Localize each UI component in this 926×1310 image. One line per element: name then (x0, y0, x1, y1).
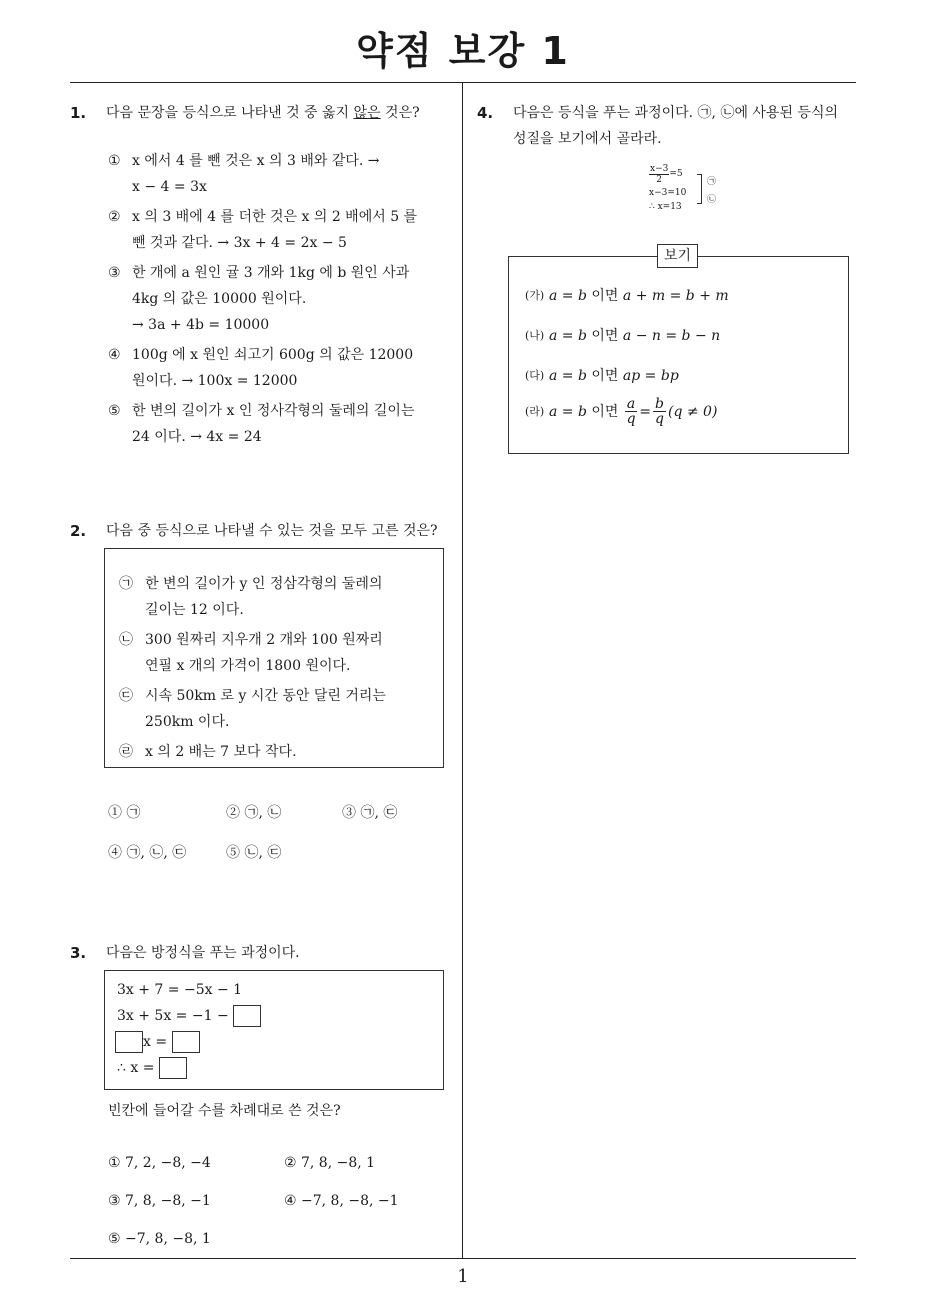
choice-2[interactable]: ② x 의 3 배에 4 를 더한 것은 x 의 2 배에서 5 를 뺀 것과 같다. → 3x + 4 = 2x − 5 (108, 209, 418, 251)
question-4 (477, 100, 859, 152)
option-2[interactable]: ② ㉠, ㉡ (226, 805, 282, 821)
question-2 (70, 518, 450, 544)
blank-4 (159, 1057, 187, 1079)
equation-line-2: 3x + 5x = −1 − (117, 1003, 261, 1029)
option-3[interactable]: ③ ㉠, ㉢ (342, 805, 398, 821)
question-number: 2. (70, 522, 87, 540)
fraction-b-over-q: $\frac{b}{q}$ (655, 396, 664, 427)
top-rule (70, 82, 856, 83)
bogi-item-1[interactable]: (가) a = b 이면 a + m = b + m (525, 288, 729, 304)
q3-question: 빈칸에 들어갈 수를 차례대로 쓴 것은? (108, 1103, 341, 1119)
question-text: 다음은 등식을 푸는 과정이다. ㉠, ㉡에 사용된 등식의 성질을 보기에서 골라라. (513, 105, 839, 147)
step-bracket (697, 174, 702, 204)
equation-line-4: ∴ x = (117, 1055, 187, 1081)
choice-5[interactable]: ⑤ 한 변의 길이가 x 인 정사각형의 둘레의 길이는 24 이다. → 4x = 24 (108, 403, 415, 445)
question-number: 1. (70, 104, 87, 122)
option-5[interactable]: ⑤ ㉡, ㉢ (226, 845, 282, 861)
option-5[interactable]: ⑤ −7, 8, −8, 1 (108, 1231, 211, 1247)
bogi-item-2[interactable]: (나) a = b 이면 a − n = b − n (525, 328, 721, 344)
option-2[interactable]: ② 7, 8, −8, 1 (284, 1155, 376, 1171)
statement-4: ㉣ x 의 2 배는 7 보다 작다. (119, 744, 297, 760)
statement-2: ㉡ 300 원짜리 지우개 2 개와 100 원짜리 연필 x 개의 가격이 1800 원이다. (119, 632, 383, 674)
option-3[interactable]: ③ 7, 8, −8, −1 (108, 1193, 211, 1209)
blank-3 (172, 1031, 200, 1053)
step-mark-2: ㉡ (707, 195, 717, 205)
step-mark-1: ㉠ (707, 177, 717, 187)
option-4[interactable]: ④ −7, 8, −8, −1 (284, 1193, 399, 1209)
step-1: $\frac{x-3}{2}$ =5 (650, 164, 683, 185)
underlined-word: 않은 (353, 105, 381, 121)
equation-line-1: 3x + 7 = −5x − 1 (117, 982, 243, 998)
bogi-item-3[interactable]: (다) a = b 이면 ap = bp (525, 368, 679, 384)
choice-4[interactable]: ④ 100g 에 x 원인 쇠고기 600g 의 값은 12000 원이다. → 100x = 12000 (108, 347, 414, 389)
solution-steps (645, 164, 735, 214)
question-3 (70, 940, 450, 966)
question-number: 3. (70, 944, 87, 962)
bottom-rule (70, 1258, 856, 1259)
column-divider (462, 83, 463, 1258)
q3-equation-box (104, 970, 444, 1090)
statement-1: ㉠ 한 변의 길이가 y 인 정삼각형의 둘레의 길이는 12 이다. (119, 576, 383, 618)
choice-3[interactable]: ③ 한 개에 a 원인 귤 3 개와 1kg 에 b 원인 사과 4kg 의 값은 10000 원이다. → 3a + 4b = 10000 (108, 265, 410, 333)
equation-line-3: x = (115, 1029, 200, 1055)
question-text: 다음 중 등식으로 나타낼 수 있는 것을 모두 고른 것은? (106, 523, 438, 539)
bogi-item-4[interactable]: (라) a = b 이면 $\frac{a}{q}$ = $\frac{b}{q}$ (q ≠ 0) (525, 396, 718, 427)
question-number: 4. (477, 104, 494, 122)
page-number: 1 (457, 1266, 469, 1287)
question-text: 다음 문장을 등식으로 나타낸 것 중 옳지 않은 것은? (106, 105, 420, 121)
bogi-label: 보기 (657, 244, 698, 268)
blank-2 (115, 1031, 143, 1053)
choice-1[interactable]: ① x 에서 4 를 뺀 것은 x 의 3 배와 같다. → x − 4 = 3x (108, 153, 380, 195)
step-2: x−3=10 (649, 188, 687, 198)
bogi-box (508, 256, 849, 454)
blank-1 (233, 1005, 261, 1027)
step-3: ∴ x=13 (649, 202, 682, 212)
option-4[interactable]: ④ ㉠, ㉡, ㉢ (108, 845, 187, 861)
option-1[interactable]: ① ㉠ (108, 805, 141, 821)
question-text: 다음은 방정식을 푸는 과정이다. (106, 945, 300, 961)
option-1[interactable]: ① 7, 2, −8, −4 (108, 1155, 211, 1171)
q2-statement-box (104, 548, 444, 768)
page-title: 약점 보강 1 (356, 29, 570, 73)
fraction-a-over-q: $\frac{a}{q}$ (626, 396, 636, 427)
question-1 (70, 100, 450, 450)
statement-3: ㉢ 시속 50km 로 y 시간 동안 달린 거리는 250km 이다. (119, 688, 386, 730)
